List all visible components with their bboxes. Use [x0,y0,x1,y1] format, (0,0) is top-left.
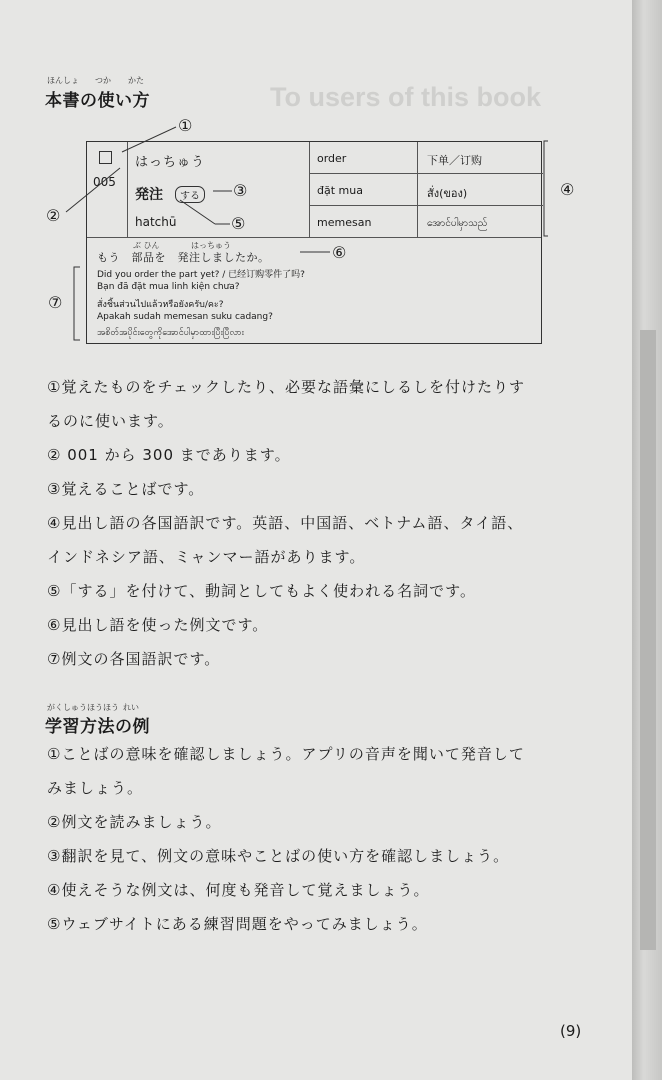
marker-6: ⑥ [332,243,347,262]
callout-lines [0,0,632,360]
example-translation-en-zh: Did you order the part yet? / 已经订购零件了吗? [97,270,305,280]
ruby: ぶ ひん [133,241,160,250]
page-number: (9) [560,1022,582,1040]
suru-badge: する [175,186,205,203]
method-line: ②例文を読みましょう。 [47,813,222,831]
translation-id: memesan [317,216,372,229]
method-line: ①ことばの意味を確認しましょう。アプリの音声を聞いて発音して [47,745,525,763]
explanation-line: ③覚えることばです。 [47,480,205,498]
marker-3: ③ [233,181,248,200]
ruby: がくしゅうほうほう [47,703,119,712]
example-translation-id: Apakah sudah memesan suku cadang? [97,312,273,322]
translation-my: အောင်ပါမှာသည် [427,218,488,229]
ruby: はっちゅう [191,241,231,250]
explanation-line: ④見出し語の各国語訳です。英語、中国語、ベトナム語、タイ語、 [47,514,524,532]
page-edge [632,0,662,1080]
translation-en: order [317,152,347,165]
example-translation-vi: Bạn đã đặt mua linh kiện chưa? [97,282,240,292]
explanation-line: ⑤「する」を付けて、動詞としてもよく使われる名詞です。 [47,582,476,600]
entry-kana: はっちゅう [135,155,206,170]
marker-4: ④ [560,180,575,199]
bleed-through-title: To users of this book [270,82,542,112]
explanation-line: ①覚えたものをチェックしたり、必要な語彙にしるしを付けたりす [47,378,526,396]
entry-number: 005 [93,175,116,189]
translation-vi: đặt mua [317,184,363,197]
method-line: ⑤ウェブサイトにある練習問題をやってみましょう。 [47,915,428,933]
marker-5: ⑤ [231,214,246,233]
explanation-line: ⑥見出し語を使った例文です。 [47,616,269,634]
example-translation-my: အစိတ်အပိုင်းတွေကိုအောင်ပါမှာထားပြီးပြီလား [97,328,244,338]
ruby: かた [128,76,144,85]
method-line: ④使えそうな例文は、何度も発音して覚えましょう。 [47,881,430,899]
ruby: れい [123,703,139,712]
example-sentence: もう 部品を 発注しましたか。 [97,251,270,264]
explanation-line: るのに使います。 [47,412,174,430]
marker-2: ② [46,206,61,225]
translation-zh: 下单／订购 [427,154,482,167]
explanation-line: ② 001 から 300 まであります。 [47,446,291,464]
marker-1: ① [178,116,193,135]
section-heading-usage: 本書の使い方 [45,91,150,111]
ruby: ほんしょ [47,76,79,85]
translation-th: สั่ง(ของ) [427,187,468,200]
explanation-line: インドネシア語、ミャンマー語があります。 [47,548,366,566]
explanation-line: ⑦例文の各国語訳です。 [47,650,221,668]
method-line: ③翻訳を見て、例文の意味やことばの使い方を確認しましょう。 [47,847,510,865]
example-translation-th: สั่งชิ้นส่วนไปแล้วหรือยังครับ/คะ? [97,300,224,310]
marker-7: ⑦ [48,293,63,312]
entry-romaji: hatchū [135,215,177,229]
entry-kanji: 発注 [135,187,163,203]
section-heading-study-methods: 学習方法の例 [45,717,150,737]
method-line: みましょう。 [47,779,144,797]
ruby: つか [95,76,111,85]
